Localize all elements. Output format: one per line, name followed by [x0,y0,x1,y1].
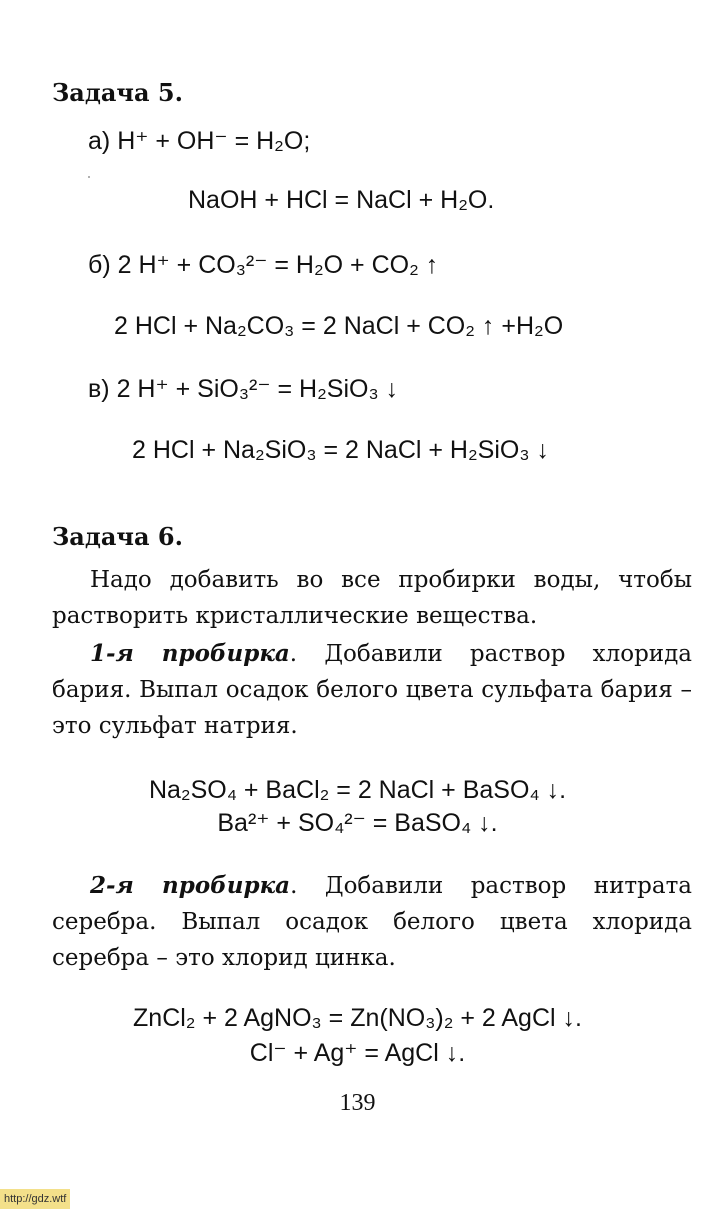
watermark-link[interactable]: http://gdz.wtf [0,1189,70,1209]
tube1-ionic-equation: Ba²⁺ + SO₄²⁻ = BaSO₄ ↓. [217,809,498,837]
task6-intro-paragraph: Надо добавить во все пробирки воды, чтобы растворить кристаллические вещества. [52,567,692,629]
task5-equation-c-molecular: 2 HCl + Na₂SiO₃ = 2 NaCl + H₂SiO₃ ↓ [132,436,549,464]
tube2-label: 2-я пробирка [90,872,291,899]
ionic-equation: 2 H⁺ + CO₃²⁻ = H₂O + CO₂ ↑ [117,251,439,279]
ionic-equation: 2 H⁺ + SiO₃²⁻ = H₂SiO₃ ↓ [116,375,399,403]
ionic-equation: H⁺ + OH⁻ = H₂O; [117,127,311,155]
page-number: 139 [339,1090,376,1116]
item-label-c: в) [88,375,110,403]
task5-equation-c-ionic [88,374,398,404]
tube2-paragraph [52,868,692,976]
task5-equation-b-ionic [88,250,438,280]
task5-equation-a-ionic [88,126,310,156]
task5-equation-b-molecular: 2 HCl + Na₂CO₃ = 2 NaCl + CO₂ ↑ +H₂O [114,312,564,340]
tube1-paragraph [52,636,692,744]
tube1-label: 1-я пробирка [90,640,290,667]
item-label-a: а) [88,127,111,155]
scan-speck [88,176,90,178]
item-label-b: б) [88,251,111,279]
tube2-ionic-equation: Cl⁻ + Ag⁺ = AgCl ↓. [249,1039,466,1067]
task6-heading: Задача 6. [52,522,183,551]
tube1-molecular-equation: Na₂SO₄ + BaCl₂ = 2 NaCl + BaSO₄ ↓. [148,776,567,804]
task5-equation-a-molecular: NaOH + HCl = NaCl + H₂O. [188,186,495,214]
task5-heading: Задача 5. [52,78,183,107]
tube2-text: . Добавили раствор нитрата серебра. Выпал осадок белого цвета хлорида серебра – это хлорид цинка. [52,873,693,971]
tube1-text: . Добавили раствор хлорида бария. Выпал осадок белого цвета сульфата бария – это сульфат натрия. [52,641,692,739]
tube2-molecular-equation: ZnCl₂ + 2 AgNO₃ = Zn(NO₃)₂ + 2 AgCl ↓. [133,1004,582,1032]
